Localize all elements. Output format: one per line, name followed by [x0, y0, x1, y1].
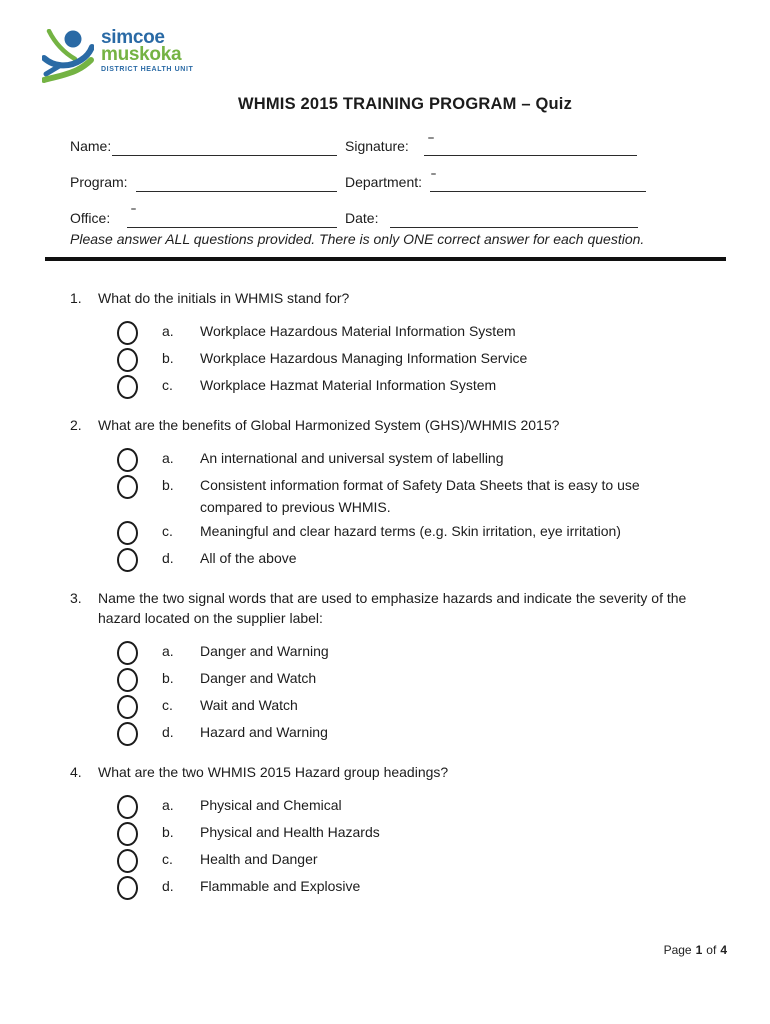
scan-artifact-mark: [431, 173, 436, 175]
option-row: [117, 547, 725, 572]
radio-button[interactable]: [117, 348, 138, 372]
option-letter: a.: [162, 450, 174, 466]
option-letter: b.: [162, 670, 174, 686]
option-row: [117, 694, 725, 719]
signature-label: Signature:: [345, 138, 409, 154]
logo-tagline: DISTRICT HEALTH UNIT: [101, 66, 194, 73]
radio-button[interactable]: [117, 822, 138, 846]
scan-artifact-mark: [131, 208, 136, 210]
date-label: Date:: [345, 210, 379, 226]
page-title: WHMIS 2015 TRAINING PROGRAM – Quiz: [237, 95, 573, 113]
option-text: Wait and Watch: [200, 697, 298, 713]
question-text: What are the two WHMIS 2015 Hazard group headings?: [98, 764, 449, 780]
radio-button[interactable]: [117, 695, 138, 719]
option-row: [117, 347, 725, 372]
option-row: [117, 875, 725, 900]
question-number: 1.: [70, 290, 82, 306]
logo-name-simcoe: simcoe: [101, 27, 165, 48]
option-letter: c.: [162, 377, 173, 393]
option-text: Physical and Chemical: [200, 797, 342, 813]
options-list: [70, 640, 725, 746]
option-letter: d.: [162, 550, 174, 566]
option-row: [117, 520, 725, 545]
option-text: Consistent information format of Safety Data Sheets that is easy to use compared to previous WHMIS.: [200, 477, 640, 515]
program-label: Program:: [70, 174, 128, 190]
option-row: [117, 447, 725, 472]
name-label: Name:: [70, 138, 112, 154]
option-text: Workplace Hazardous Managing Information Service: [200, 350, 528, 366]
logo: [42, 29, 193, 83]
radio-button[interactable]: [117, 375, 138, 399]
option-letter: d.: [162, 878, 174, 894]
option-text: Danger and Watch: [200, 670, 317, 686]
program-field-line[interactable]: [136, 174, 337, 192]
question-number: 2.: [70, 417, 82, 433]
option-row: [117, 821, 725, 846]
options-list: [70, 320, 725, 399]
option-letter: b.: [162, 824, 174, 840]
question-1: [70, 288, 725, 399]
options-list: [70, 447, 725, 572]
option-letter: d.: [162, 724, 174, 740]
option-letter: b.: [162, 350, 174, 366]
signature-field-line[interactable]: [424, 138, 637, 156]
option-row: [117, 721, 725, 746]
question-number: 3.: [70, 590, 82, 606]
question-4: [70, 762, 725, 900]
question-number: 4.: [70, 764, 82, 780]
option-text: An international and universal system of labelling: [200, 450, 504, 466]
footer-page-number: 1: [695, 943, 703, 957]
radio-button[interactable]: [117, 321, 138, 345]
footer-of-word: of: [706, 943, 717, 957]
footer-total-pages: 4: [720, 943, 727, 957]
option-row: [117, 474, 725, 518]
logo-person-icon: [42, 29, 94, 83]
question-text: What are the benefits of Global Harmonized System (GHS)/WHMIS 2015?: [98, 417, 560, 433]
option-letter: a.: [162, 323, 174, 339]
question-3: [70, 588, 725, 746]
radio-button[interactable]: [117, 795, 138, 819]
option-letter: a.: [162, 643, 174, 659]
question-text: What do the initials in WHMIS stand for?: [98, 290, 350, 306]
radio-button[interactable]: [117, 548, 138, 572]
scan-artifact-mark: [428, 137, 434, 139]
radio-button[interactable]: [117, 876, 138, 900]
name-field-line[interactable]: [112, 138, 337, 156]
option-text: Health and Danger: [200, 851, 318, 867]
option-row: [117, 640, 725, 665]
radio-button[interactable]: [117, 641, 138, 665]
instruction-text: Please answer ALL questions provided. There is only ONE correct answer for each question.: [70, 231, 645, 247]
logo-name-muskoka: muskoka: [101, 44, 182, 65]
options-list: [70, 794, 725, 900]
option-letter: a.: [162, 797, 174, 813]
option-letter: c.: [162, 851, 173, 867]
option-row: [117, 794, 725, 819]
option-letter: c.: [162, 523, 173, 539]
radio-button[interactable]: [117, 475, 138, 499]
questions-section: [70, 288, 725, 916]
separator-rule: [45, 257, 726, 261]
radio-button[interactable]: [117, 849, 138, 873]
option-text: Workplace Hazardous Material Information System: [200, 323, 516, 339]
question-2: [70, 415, 725, 572]
logo-text: [101, 29, 193, 73]
radio-button[interactable]: [117, 448, 138, 472]
radio-button[interactable]: [117, 668, 138, 692]
option-text: Physical and Health Hazards: [200, 824, 380, 840]
office-label: Office:: [70, 210, 111, 226]
radio-button[interactable]: [117, 521, 138, 545]
radio-button[interactable]: [117, 722, 138, 746]
option-text: Meaningful and clear hazard terms (e.g. Skin irritation, eye irritation): [200, 523, 621, 539]
option-text: Flammable and Explosive: [200, 878, 361, 894]
option-letter: c.: [162, 697, 173, 713]
option-text: Danger and Warning: [200, 643, 329, 659]
option-row: [117, 667, 725, 692]
option-row: [117, 374, 725, 399]
question-text: Name the two signal words that are used to emphasize hazards and indicate the severity of the hazard located on the supplier label:: [98, 590, 687, 626]
footer-page-word: Page: [663, 943, 692, 957]
option-text: Workplace Hazmat Material Information System: [200, 377, 497, 393]
option-text: Hazard and Warning: [200, 724, 328, 740]
page-footer: [664, 943, 727, 957]
department-field-line[interactable]: [430, 174, 646, 192]
option-text: All of the above: [200, 550, 297, 566]
option-row: [117, 320, 725, 345]
office-field-line[interactable]: [127, 210, 337, 228]
option-letter: b.: [162, 477, 174, 493]
date-field-line[interactable]: [390, 210, 638, 228]
option-row: [117, 848, 725, 873]
department-label: Department:: [345, 174, 423, 190]
